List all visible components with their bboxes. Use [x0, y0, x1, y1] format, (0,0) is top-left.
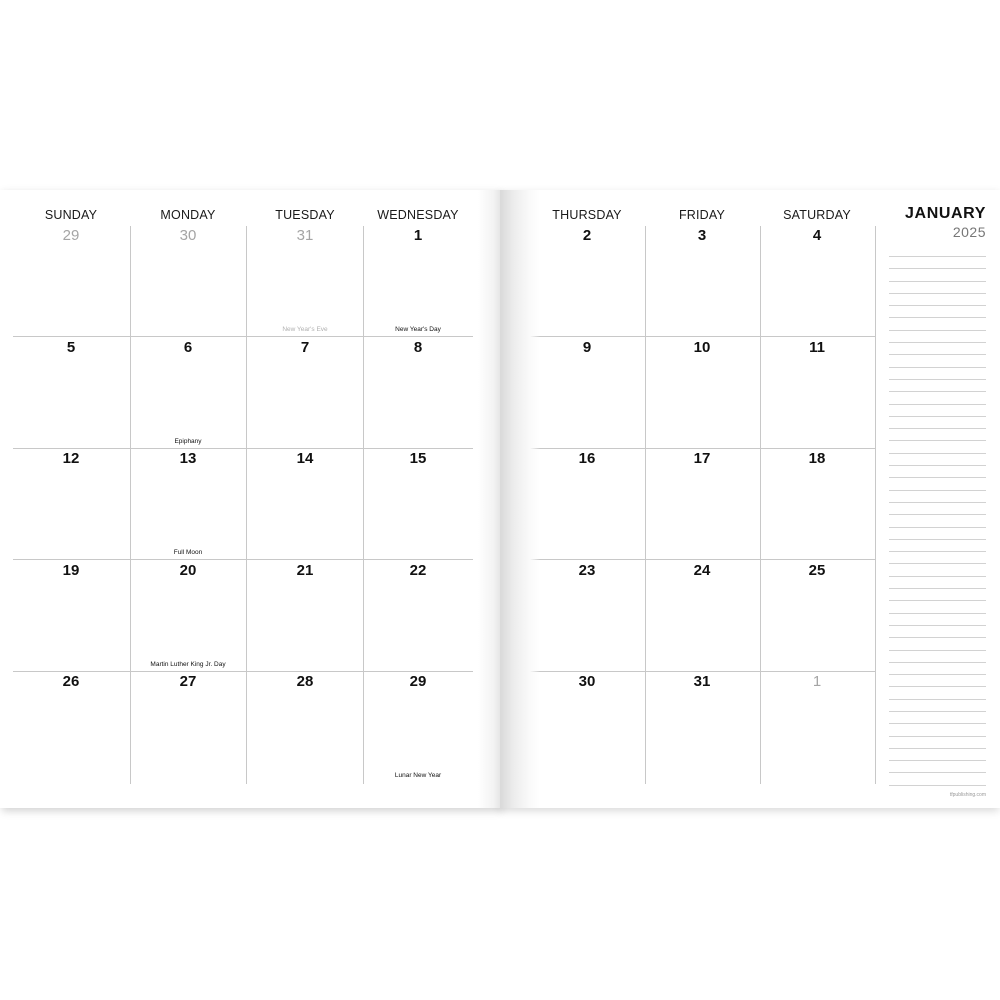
- day-number[interactable]: 22: [409, 561, 427, 579]
- day-number[interactable]: 30: [578, 673, 596, 690]
- note-line[interactable]: [889, 723, 986, 724]
- column-divider: [246, 226, 247, 784]
- note-line[interactable]: [889, 662, 986, 663]
- day-number[interactable]: 13: [179, 450, 197, 467]
- note-line[interactable]: [889, 440, 986, 441]
- weekday-header-thursday: THURSDAY: [552, 208, 622, 222]
- weekday-header-wednesday: WEDNESDAY: [377, 208, 459, 222]
- note-line[interactable]: [889, 502, 986, 503]
- day-number[interactable]: 24: [693, 561, 711, 579]
- publisher-url: tfpublishing.com: [949, 792, 986, 798]
- day-number[interactable]: 29: [409, 673, 427, 690]
- day-number[interactable]: 18: [808, 450, 826, 467]
- day-number[interactable]: 20: [179, 561, 197, 579]
- week-divider: [13, 336, 473, 337]
- day-number[interactable]: 29: [62, 227, 80, 244]
- note-line[interactable]: [889, 539, 986, 540]
- note-line[interactable]: [889, 256, 986, 257]
- column-divider: [645, 226, 646, 784]
- day-number[interactable]: 28: [296, 673, 314, 690]
- note-line[interactable]: [889, 600, 986, 601]
- note-line[interactable]: [889, 367, 986, 368]
- weekday-header-saturday: SATURDAY: [783, 208, 851, 222]
- note-line[interactable]: [889, 699, 986, 700]
- day-number[interactable]: 2: [582, 227, 592, 244]
- week-divider: [530, 336, 875, 337]
- note-line[interactable]: [889, 465, 986, 466]
- note-line[interactable]: [889, 576, 986, 577]
- day-number[interactable]: 5: [66, 338, 76, 356]
- note-line[interactable]: [889, 416, 986, 417]
- day-number[interactable]: 8: [413, 338, 423, 356]
- note-line[interactable]: [889, 625, 986, 626]
- left-page: [0, 190, 500, 808]
- note-line[interactable]: [889, 330, 986, 331]
- year-title: 2025: [952, 224, 986, 240]
- day-number[interactable]: 11: [809, 338, 825, 356]
- day-number[interactable]: 4: [812, 227, 822, 244]
- day-number[interactable]: 19: [62, 561, 80, 579]
- day-number[interactable]: 15: [409, 450, 427, 467]
- holiday-label: Full Moon: [173, 549, 203, 556]
- note-line[interactable]: [889, 785, 986, 786]
- week-divider: [13, 671, 473, 672]
- holiday-label: Lunar New Year: [394, 772, 442, 779]
- week-divider: [530, 448, 875, 449]
- holiday-label: Martin Luther King Jr. Day: [150, 660, 226, 668]
- note-line[interactable]: [889, 477, 986, 478]
- note-line[interactable]: [889, 674, 986, 675]
- day-number[interactable]: 10: [693, 338, 711, 356]
- week-divider: [13, 448, 473, 449]
- weekday-header-sunday: SUNDAY: [44, 208, 98, 222]
- note-line[interactable]: [889, 342, 986, 343]
- holiday-label: Epiphany: [174, 437, 202, 445]
- note-line[interactable]: [889, 293, 986, 294]
- day-number[interactable]: 23: [578, 561, 596, 579]
- weekday-header-friday: FRIDAY: [678, 208, 726, 222]
- note-line[interactable]: [889, 711, 986, 712]
- note-line[interactable]: [889, 613, 986, 614]
- day-number[interactable]: 21: [296, 561, 314, 579]
- weekday-header-monday: MONDAY: [160, 208, 216, 222]
- right-page: [500, 190, 1000, 808]
- note-line[interactable]: [889, 650, 986, 651]
- day-number[interactable]: 30: [179, 227, 197, 244]
- note-line[interactable]: [889, 588, 986, 589]
- day-number[interactable]: 14: [296, 450, 314, 467]
- day-number[interactable]: 26: [62, 673, 80, 690]
- note-line[interactable]: [889, 748, 986, 749]
- note-line[interactable]: [889, 379, 986, 380]
- note-line[interactable]: [889, 453, 986, 454]
- note-line[interactable]: [889, 637, 986, 638]
- note-line[interactable]: [889, 317, 986, 318]
- day-number[interactable]: 27: [179, 673, 197, 690]
- day-number[interactable]: 1: [413, 227, 423, 244]
- note-line[interactable]: [889, 527, 986, 528]
- note-line[interactable]: [889, 268, 986, 269]
- holiday-label: New Year's Eve: [282, 326, 328, 333]
- week-divider: [530, 559, 875, 560]
- note-line[interactable]: [889, 281, 986, 282]
- note-line[interactable]: [889, 772, 986, 773]
- note-line[interactable]: [889, 760, 986, 761]
- note-line[interactable]: [889, 391, 986, 392]
- day-number[interactable]: 31: [693, 673, 711, 690]
- day-number[interactable]: 31: [296, 227, 314, 244]
- month-title: JANUARY: [905, 205, 986, 222]
- weekday-header-tuesday: TUESDAY: [275, 208, 335, 222]
- column-divider: [363, 226, 364, 784]
- note-line[interactable]: [889, 428, 986, 429]
- day-number[interactable]: 1: [812, 673, 822, 690]
- note-line[interactable]: [889, 404, 986, 405]
- note-line[interactable]: [889, 551, 986, 552]
- day-number[interactable]: 17: [693, 450, 711, 467]
- note-line[interactable]: [889, 686, 986, 687]
- note-line[interactable]: [889, 490, 986, 491]
- day-number[interactable]: 9: [582, 338, 592, 356]
- day-number[interactable]: 3: [697, 227, 707, 244]
- column-divider: [760, 226, 761, 784]
- notes-area: [889, 256, 986, 797]
- day-number[interactable]: 12: [62, 450, 80, 467]
- holiday-label: New Year's Day: [395, 326, 441, 333]
- week-divider: [13, 559, 473, 560]
- column-divider: [130, 226, 131, 784]
- column-divider: [875, 226, 876, 784]
- day-number[interactable]: 6: [183, 338, 193, 356]
- day-number[interactable]: 7: [300, 338, 310, 356]
- note-line[interactable]: [889, 305, 986, 306]
- note-line[interactable]: [889, 563, 986, 564]
- day-number[interactable]: 25: [808, 561, 826, 579]
- note-line[interactable]: [889, 354, 986, 355]
- week-divider: [530, 671, 875, 672]
- note-line[interactable]: [889, 514, 986, 515]
- day-number[interactable]: 16: [578, 450, 596, 467]
- note-line[interactable]: [889, 736, 986, 737]
